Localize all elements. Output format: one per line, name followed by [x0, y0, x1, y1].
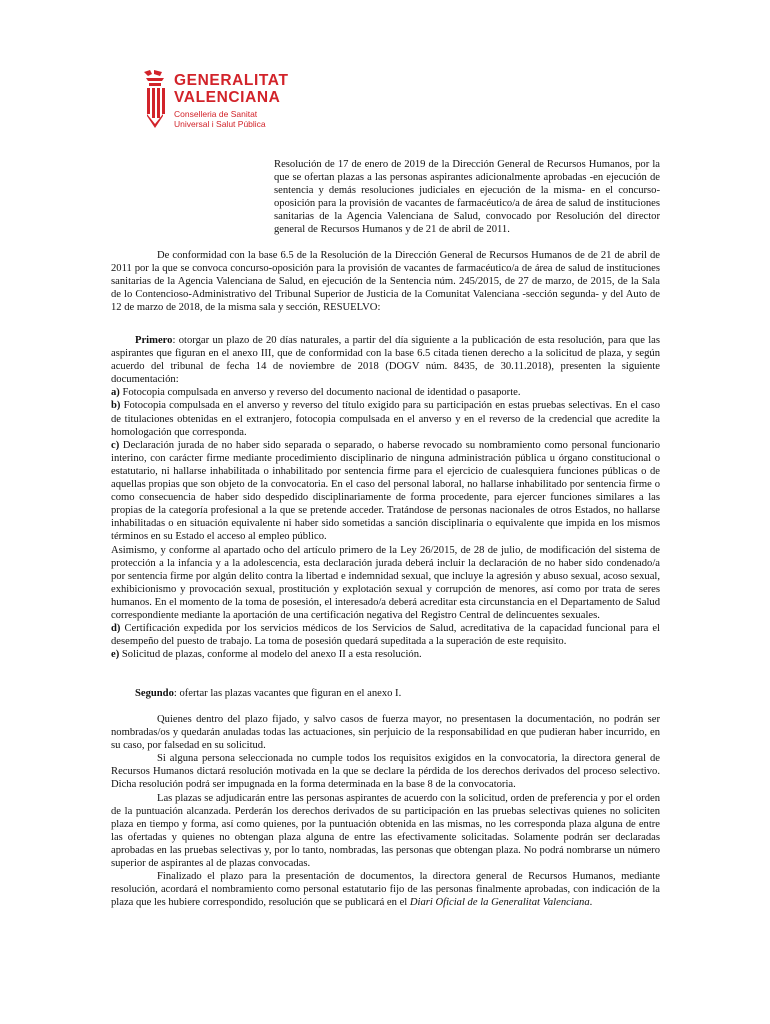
primero-text: : otorgar un plazo de 20 días naturales, a partir del día siguiente a la publicación de esta resolución, para que las aspirantes que figuran en el anexo III, que de conformidad con la base 6.5 citada tienen derecho a la solicitud de plaza, y según acuerdo del tribunal de fecha 14 de noviembre de 2018 (DOGV núm. 8435, de 30.11.2018), presenten la siguiente documentación: [111, 335, 660, 386]
segundo-section [111, 687, 660, 700]
diari-oficial-title: Diari Oficial de la Generalitat Valenciana [409, 897, 590, 909]
coat-of-arms-icon [140, 68, 170, 130]
list-item: e) Solicitud de plazas, conforme al modelo del anexo II a esta resolución. [111, 649, 422, 661]
org-name [174, 72, 289, 106]
org-line-2: VALENCIANA [174, 89, 281, 106]
dept-line-1: Conselleria de Sanitat [174, 109, 258, 119]
primero-section [111, 334, 660, 661]
paragraph: Quienes dentro del plazo fijado, y salvo casos de fuerza mayor, no presentasen la documentación, no podrán ser nombradas/os y quedarán anuladas todas las actuaciones, sin perjuicio de la responsabilidad en que pudieran haber incurrido, en su caso, por falsedad en su solicitud. [111, 714, 660, 752]
list-item: b) Fotocopia compulsada en el anverso y reverso del título exigido para su participación en estas pruebas selectivas. En el caso de titulaciones obtenidas en el extranjero, fotocopia compulsada en el anverso y en el reverso de la credencial que acredite la homologación que corresponda. [111, 400, 660, 438]
final-paragraph: Finalizado el plazo para la presentación de documentos, la directora general de Recursos Humanos, mediante resolución, acordará el nombramiento como personal estatutario fijo de las personas finalmente aprobadas, con indicación de la plaza que les hubiere correspondido, resolución que se publicará en el Diari Oficial de la Generalitat Valenciana. [111, 871, 660, 909]
closing-section [111, 713, 660, 909]
department-name [174, 110, 266, 129]
segundo-text: : ofertar las plazas vacantes que figuran en el anexo I. [173, 688, 402, 699]
paragraph: Si alguna persona seleccionada no cumple todos los requisitos exigidos en la convocatoria, la directora general de Recursos Humanos dictará resolución motivada en la que se declare la pérdida de los derechos derivados del proceso selectivo. Dicha resolución podrá ser impugnada en la forma determinada en la base 8 de la convocatoria. [111, 753, 660, 791]
generalitat-logo [140, 68, 340, 134]
segundo-label: Segundo [135, 688, 174, 699]
intro-text: De conformidad con la base 6.5 de la Resolución de la Dirección General de Recursos Humanos de de 21 de abril de 2011 por la que se convoca concurso-oposición para la provisión de vacantes de farmacéutico/a de área de salud de instituciones sanitarias de la Agencia Valenciana de Salud, en ejecución de la Sentencia núm. 245/2015, de 27 de marzo, de 2015, de la Sala de lo Contencioso-Administrativo del Tribunal Superior de Justicia de la Comunitat Valenciana -sección segunda- y del Auto de 12 de marzo de 2018, de la misma sala y sección, RESUELVO: [111, 250, 660, 314]
intro-paragraph [111, 249, 660, 314]
primero-label: Primero [135, 335, 173, 346]
paragraph: Las plazas se adjudicarán entre las personas aspirantes de acuerdo con la solicitud, orden de preferencia y por el orden de la puntuación alcanzada. Perderán los derechos derivados de su participación en las pruebas selectivas quienes no soliciten plaza en tiempo y forma, así como quienes, por la puntuación obtenida en las mismas, no les corresponda plaza alguna de entre las ofertadas y quienes no obtengan plaza alguna de entre las efectivamente solicitadas. Solamente podrán ser declaradas aprobadas en las pruebas selectivas y, por lo tanto, nombradas, las personas que obtengan plaza. No podrá nombrarse un número superior de aspirantes al de plazas convocadas. [111, 792, 660, 870]
list-item: a) Fotocopia compulsada en anverso y reverso del documento nacional de identidad o pasaporte. [111, 387, 521, 399]
asimismo-paragraph: Asimismo, y conforme al apartado ocho del artículo primero de la Ley 26/2015, de 28 de julio, de modificación del sistema de protección a la infancia y a la adolescencia, esta declaración jurada deberá incluir la declaración de no haber sido condenado/a por sentencia firme por algún delito contra la libertad e indemnidad sexual, que incluye la agresión y abuso sexual, acoso sexual, exhibicionismo y provocación sexual, prostitución y explotación sexual y corrupción de menores, así como por trata de seres humanos. En el momento de la toma de posesión, el interesado/a deberá acreditar esta circunstancia en el Departamento de Salud correspondiente mediante la aportación de una certificación negativa del Registro Central de delincuentes sexuales. [111, 544, 660, 621]
list-item: c) Declaración jurada de no haber sido separada o separado, o haberse revocado su nombramiento como personal funcionario interino, con carácter firme mediante procedimiento disciplinario de ninguna administración pública u órgano constitucional o estatutario, ni hallarse inhabilitada o inhabilitado por sentencia firme para el ejercicio de cualesquiera funciones públicas o de aquellas propias que son objeto de la convocatoria. En el caso del personal laboral, no hallarse inhabilitado por sentencia firme o como consecuencia de haber sido despedido disciplinariamente de forma procedente, para ejercer funciones similares a las propias de la categoría profesional a la que se pretende acceder. Tratándose de personas nacionales de otros Estados, no hallarse inhabilitadas o en situación equivalente ni haber sido sometidas a sanción disciplinaria o equivalente que impida en los mismos términos en su Estado el acceso al empleo público. [111, 439, 660, 543]
list-item: d) Certificación expedida por los servicios médicos de los Servicios de Salud, acreditativa de la capacidad funcional para el desempeño del puesto de trabajo. La toma de posesión quedará supeditada a la superación de este requisito. [111, 623, 660, 648]
org-line-1: GENERALITAT [174, 72, 289, 89]
dept-line-2: Universal i Salut Pública [174, 118, 266, 129]
resolution-title: Resolución de 17 de enero de 2019 de la Dirección General de Recursos Humanos, por la que se ofertan plazas a las personas aspirantes adicionalmente aprobadas -en ejecución de sentencia y demás resoluciones judiciales en ejecución de la misma- en el concurso-oposición para la provisión de vacantes de farmacéutico/a de área de salud de instituciones sanitarias de la Agencia Valenciana de Salud, convocado por Resolución del director general de Recursos Humanos y de 21 de abril de 2011. [274, 159, 660, 236]
